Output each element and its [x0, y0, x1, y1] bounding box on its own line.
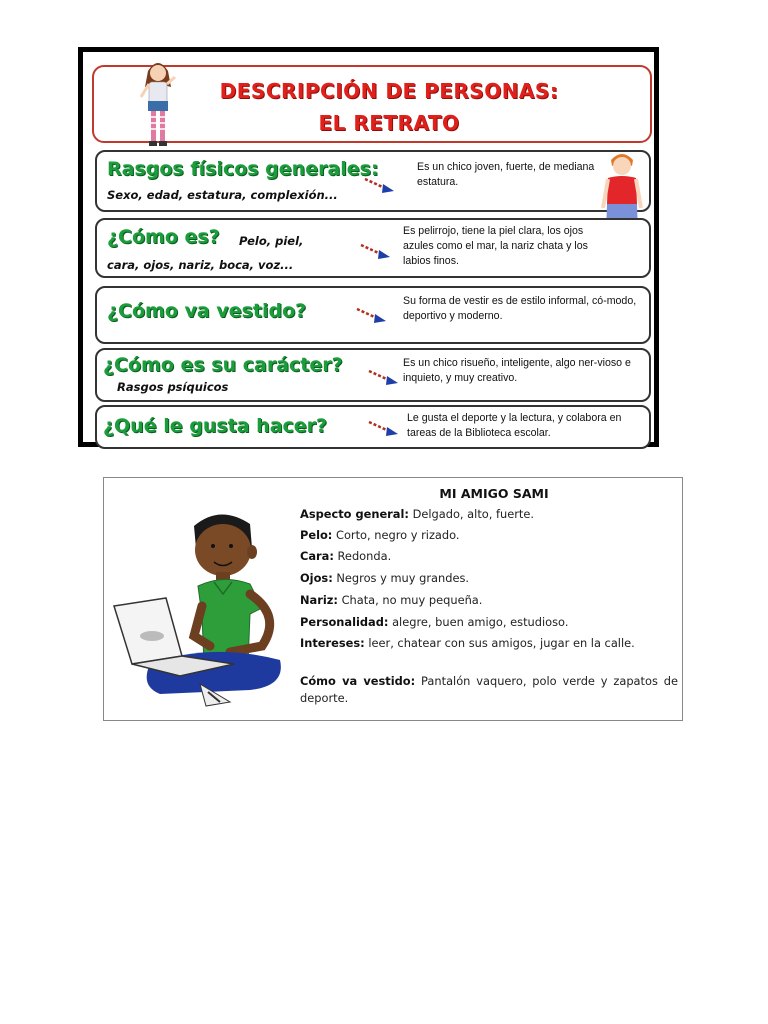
row-sub: Rasgos psíquicos: [117, 380, 229, 394]
boy-with-laptop-illustration: [110, 496, 298, 710]
row-character: [95, 348, 651, 402]
row-sub: cara, ojos, nariz, boca, voz...: [107, 258, 294, 272]
arrow-icon: [367, 419, 399, 437]
item-label: Aspecto general:: [300, 507, 409, 521]
item-label: Cómo va vestido:: [300, 674, 416, 688]
row-question: Rasgos físicos generales:: [107, 158, 379, 180]
row-hobbies: [95, 405, 651, 449]
item-value: Delgado, alto, fuerte.: [412, 507, 535, 521]
arrow-icon: [359, 242, 391, 260]
item-label: Intereses:: [300, 636, 365, 650]
arrow-icon: [363, 176, 395, 194]
row-question: ¿Cómo va vestido?: [107, 300, 307, 322]
row-question: ¿Cómo es su carácter?: [103, 354, 343, 376]
item-value: alegre, buen amigo, estudioso.: [392, 615, 569, 629]
poster-title-line1: DESCRIPCIÓN DE PERSONAS:: [219, 79, 559, 103]
item-value: Chata, no muy pequeña.: [341, 593, 483, 607]
girl-illustration: [138, 57, 178, 149]
arrow-icon: [355, 306, 387, 324]
row-physical: [95, 150, 651, 212]
row-sub: Sexo, edad, estatura, complexión...: [107, 188, 338, 202]
sami-item-interests: [300, 635, 678, 652]
sami-item-face: [300, 548, 678, 565]
item-value: Corto, negro y rizado.: [335, 528, 460, 542]
row-answer: Es un chico joven, fuerte, de mediana estatura.: [417, 161, 595, 188]
poster-inner: [83, 52, 654, 442]
item-label: Ojos:: [300, 571, 333, 585]
item-label: Personalidad:: [300, 615, 389, 629]
row-sub-inline: Pelo, piel,: [239, 234, 304, 248]
item-value: Pantalón vaquero, polo verde y zapatos de deporte.: [300, 674, 678, 705]
item-value: Redonda.: [337, 549, 392, 563]
sami-item-personality: [300, 614, 678, 631]
title-box: [92, 65, 652, 143]
row-answer: Le gusta el deporte y la lectura, y colabora en tareas de la Biblioteca escolar.: [407, 412, 622, 439]
sami-item-hair: [300, 527, 678, 544]
row-appearance: [95, 218, 651, 278]
item-value: Negros y muy grandes.: [336, 571, 470, 585]
row-answer: Es un chico risueño, inteligente, algo ner-vioso e inquieto, y muy creativo.: [403, 357, 631, 384]
item-label: Pelo:: [300, 528, 333, 542]
item-label: Nariz:: [300, 593, 338, 607]
sami-title: MI AMIGO SAMI: [439, 486, 549, 501]
item-value: leer, chatear con sus amigos, jugar en la calle.: [368, 636, 635, 650]
sami-item-eyes: [300, 570, 678, 587]
sami-item-nose: [300, 592, 678, 609]
row-question: ¿Cómo es?: [107, 226, 220, 248]
row-clothing: [95, 286, 651, 344]
poster-title-line2: EL RETRATO: [318, 111, 460, 135]
row-answer: Su forma de vestir es de estilo informal, có-modo, deportivo y moderno.: [403, 295, 637, 322]
sami-item-clothing: [300, 673, 678, 707]
row-answer: Es pelirrojo, tiene la piel clara, los ojos azules como el mar, la nariz chata y los labios finos.: [403, 225, 588, 267]
mi-amigo-sami-card: [103, 477, 683, 721]
row-question: ¿Qué le gusta hacer?: [103, 415, 328, 437]
item-label: Cara:: [300, 549, 334, 563]
portrait-poster: [78, 47, 659, 447]
arrow-icon: [367, 368, 399, 386]
sami-item-aspect: [300, 506, 678, 523]
